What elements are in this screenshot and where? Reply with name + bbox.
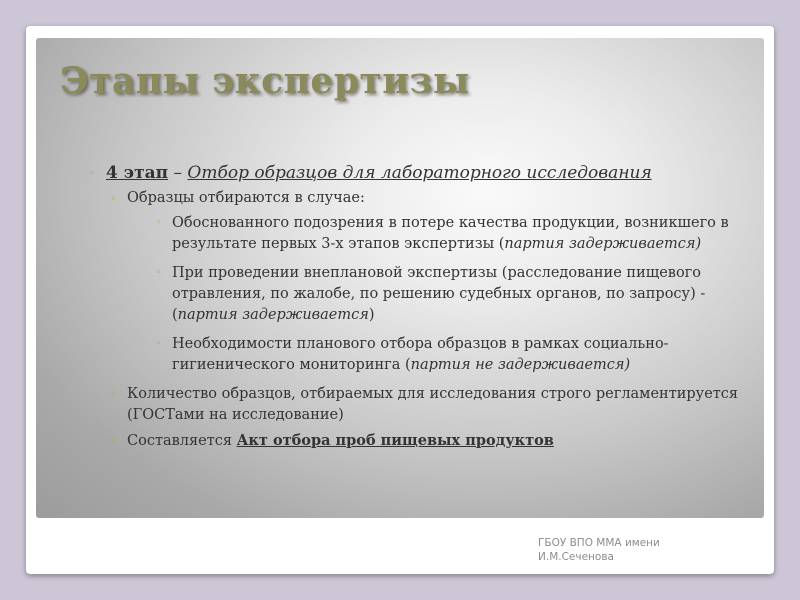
bullet-case-1 xyxy=(88,213,748,255)
case-3-note: партия не задерживается) xyxy=(410,357,631,373)
stage-number: 4 этап xyxy=(106,163,169,183)
bullet-case-2 xyxy=(88,263,748,326)
bullet-stage xyxy=(88,162,748,184)
compose-act: Акт отбора проб пищевых продуктов xyxy=(236,432,554,449)
page-title: Этапы экспертизы xyxy=(60,60,470,102)
case-1-note: партия задерживается) xyxy=(504,236,702,252)
bullet-icon: ◦ xyxy=(156,339,162,349)
quantity-text: Количество образцов, отбираемых для исследования строго регламентируется (ГОСТами на исследование) xyxy=(127,386,739,423)
bullet-icon: ◦ xyxy=(156,218,162,228)
bullet-icon: ◦ xyxy=(88,166,96,180)
bullet-icon: ◦ xyxy=(110,192,117,205)
bullet-case-3 xyxy=(88,334,748,376)
bullet-compose xyxy=(88,430,748,452)
footer-text: ГБОУ ВПО ММА имени И.М.Сеченова xyxy=(538,537,660,563)
bullet-icon: ◦ xyxy=(110,434,117,447)
case-2-text: При проведении внеплановой экспертизы (расследование пищевого отравления, по жалобе, по решению судебных органов, по запросу) - ( xyxy=(172,265,706,323)
case-2-close: ) xyxy=(368,307,375,323)
bullet-quantity xyxy=(88,384,748,426)
bullet-list xyxy=(88,162,748,456)
case-3-text: Необходимости планового отбора образцов в рамках социально-гигиенического мониторинга ( xyxy=(172,336,669,373)
bullet-icon: ◦ xyxy=(156,268,162,278)
case-2-note: партия задерживается xyxy=(177,307,369,323)
bullet-icon: ◦ xyxy=(110,388,117,401)
bullet-samples-intro xyxy=(88,188,748,209)
compose-prefix: Составляется xyxy=(127,433,237,449)
case-1-text: Обоснованного подозрения в потере качества продукции, возникшего в результате первых 3-х этапов экспертизы ( xyxy=(172,215,729,252)
stage-name: Отбор образцов для лабораторного исследования xyxy=(187,163,652,183)
samples-intro-text: Образцы отбираются в случае: xyxy=(127,190,365,206)
content-panel xyxy=(36,38,764,518)
stage-dash: – xyxy=(168,163,188,183)
